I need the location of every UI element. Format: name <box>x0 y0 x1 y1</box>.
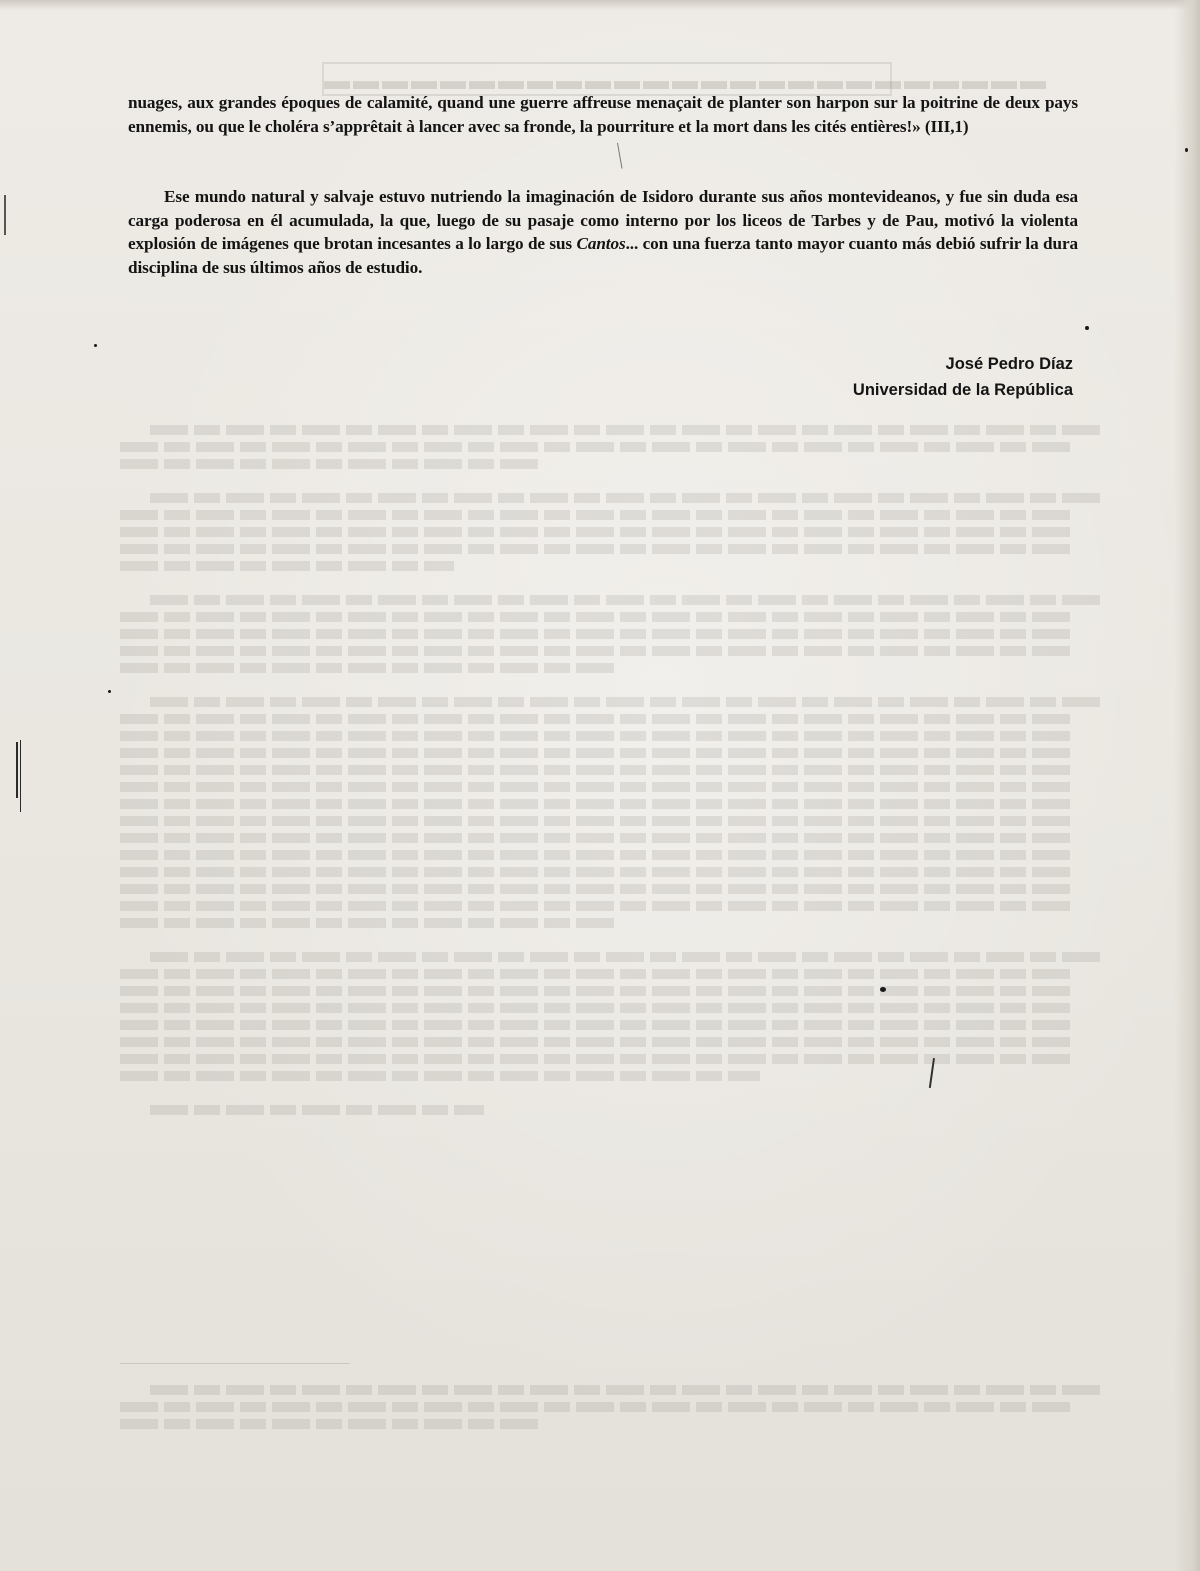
scan-speck <box>108 690 111 693</box>
bleed-through-line <box>120 459 540 469</box>
bleed-through-rule <box>120 1363 350 1364</box>
author-signature <box>853 351 1073 403</box>
bleed-through-line <box>120 612 1075 622</box>
author-name: José Pedro Díaz <box>945 355 1073 373</box>
bleed-through-paragraph <box>120 1385 1075 1429</box>
bleed-through-line <box>120 782 1075 792</box>
bleed-through-line <box>120 646 1075 656</box>
bleed-through-line <box>120 833 1075 843</box>
scan-speck <box>94 344 97 347</box>
bleed-through-line <box>120 544 1075 554</box>
left-margin-mark <box>16 742 18 798</box>
scan-speck <box>1085 326 1089 330</box>
bleed-through-line <box>150 493 1105 503</box>
bleed-through-text <box>120 418 1075 1328</box>
bleed-through-line <box>120 663 617 673</box>
bleed-through-paragraph <box>120 493 1075 571</box>
bleed-through-line <box>120 986 1075 996</box>
bleed-through-line <box>120 629 1075 639</box>
bleed-through-line <box>120 1402 1075 1412</box>
bleed-through-line <box>150 425 1105 435</box>
bleed-through-line <box>150 595 1105 605</box>
bleed-through-line <box>120 1071 760 1081</box>
body-paragraph-text <box>128 185 1078 279</box>
bleed-through-line <box>150 697 1105 707</box>
bleed-through-line <box>120 714 1075 724</box>
bleed-through-line <box>150 1385 1105 1395</box>
bleed-through-line <box>120 1419 540 1429</box>
page-top-shadow <box>0 0 1200 10</box>
bleed-through-line <box>150 952 1105 962</box>
bleed-through-footnotes <box>120 1378 1075 1468</box>
bleed-through-lines <box>120 425 1075 1115</box>
author-institution: Universidad de la República <box>852 381 1073 399</box>
bleed-through-paragraph <box>120 595 1075 673</box>
body-paragraph-text-end: ... con una fuerza tanto mayor cuanto más debió sufrir la dura disciplina de sus últimos años de estudio. <box>128 234 1078 277</box>
quote-paragraph-text: nuages, aux grandes époques de calamité, quand une guerre affreuse menaçait de planter son harpon sur la poitrine de deux pays ennemis, ou que le choléra s’apprêtait à lancer avec sa fronde, la pourriture et la mort dans les cités entières!» (III,1) <box>128 93 1078 136</box>
bleed-through-line <box>120 969 1075 979</box>
scan-speck <box>880 987 886 992</box>
bleed-through-paragraph <box>120 1105 1075 1115</box>
bleed-through-line <box>120 561 454 571</box>
bleed-through-heading: ▬▬▬▬▬▬▬▬▬▬▬▬▬▬▬▬▬▬▬▬▬▬▬▬▬ <box>322 62 892 96</box>
bleed-through-line <box>120 918 617 928</box>
bleed-through-line <box>120 1003 1075 1013</box>
bleed-through-line <box>120 901 1075 911</box>
bleed-through-line <box>120 1020 1075 1030</box>
bleed-through-line <box>120 731 1075 741</box>
scan-stroke <box>617 143 622 169</box>
bleed-through-line <box>120 765 1075 775</box>
bleed-through-line <box>120 1037 1075 1047</box>
bleed-through-line <box>120 510 1075 520</box>
left-margin-mark <box>20 740 21 812</box>
bleed-through-line <box>120 867 1075 877</box>
bleed-through-line <box>120 799 1075 809</box>
bleed-through-line <box>120 816 1075 826</box>
bleed-through-paragraph <box>120 425 1075 469</box>
page-right-edge-shadow <box>1174 0 1200 1571</box>
cantos-title: Cantos <box>576 234 626 253</box>
bleed-through-line <box>120 850 1075 860</box>
quote-paragraph <box>128 91 1078 138</box>
bleed-through-note-lines <box>120 1385 1075 1429</box>
bleed-through-line <box>120 442 1075 452</box>
bleed-through-line <box>120 884 1075 894</box>
body-paragraph-text-start: Ese mundo natural y salvaje estuvo nutriendo la imaginación de Isidoro durante sus años montevideanos, y fue sin duda esa carga poderosa en él acumulada, la que, luego de su pasaje como interno por los liceos de Tarbes y de Pau, motivó la violenta explosión de imágenes que brotan incesantes a lo largo de sus <box>128 187 1078 253</box>
bleed-through-paragraph <box>120 697 1075 928</box>
scan-speck <box>1185 148 1188 152</box>
bleed-through-line <box>120 527 1075 537</box>
bleed-through-line <box>150 1105 484 1115</box>
body-paragraph <box>128 185 1078 279</box>
left-margin-mark <box>4 195 6 235</box>
bleed-through-line <box>120 748 1075 758</box>
